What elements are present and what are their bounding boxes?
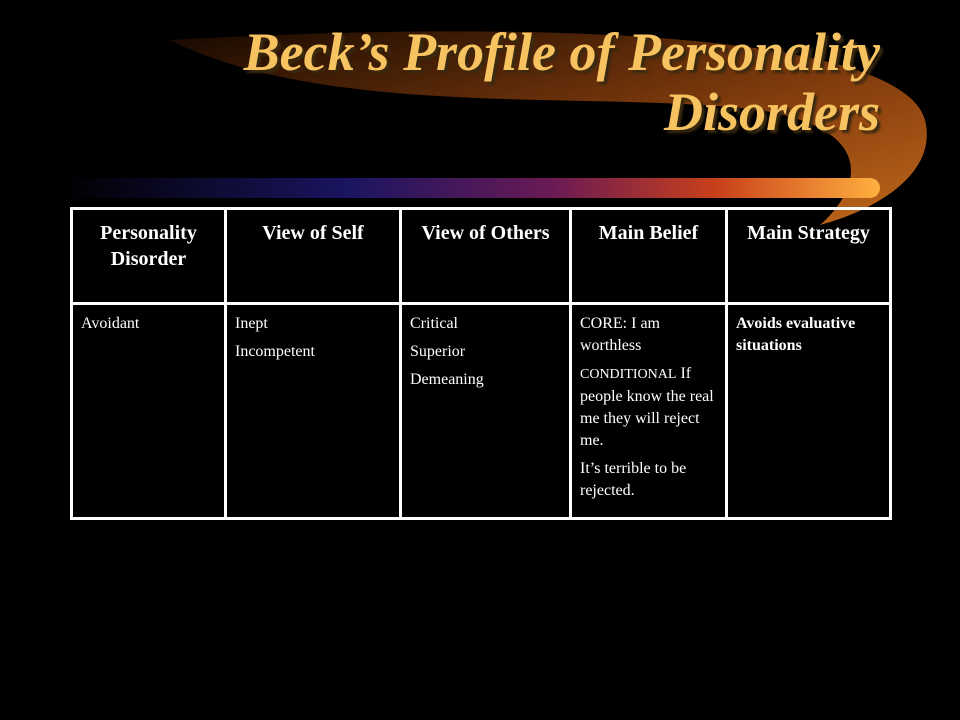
main-strategy-text: Avoids evaluative situations xyxy=(736,315,856,354)
view-of-self-item: Inept xyxy=(235,315,268,332)
title-line-1: Beck’s Profile of Personality xyxy=(243,22,880,82)
header-personality-disorder: Personality Disorder xyxy=(72,209,226,304)
cell-view-of-others xyxy=(401,304,571,519)
belief-conditional xyxy=(580,363,717,452)
title-line-2: Disorders xyxy=(663,82,880,142)
view-of-self-item: Incompetent xyxy=(235,343,315,360)
belief-conditional-text: If people know the real me they will reject me. xyxy=(580,365,714,449)
personality-profile-table xyxy=(70,207,892,520)
header-main-belief: Main Belief xyxy=(571,209,727,304)
table-header-row xyxy=(72,209,891,304)
cell-main-strategy xyxy=(727,304,891,519)
belief-core: CORE: I am worthless xyxy=(580,315,660,354)
header-view-of-others: View of Others xyxy=(401,209,571,304)
header-view-of-self: View of Self xyxy=(226,209,401,304)
slide-title xyxy=(120,22,880,142)
header-main-strategy: Main Strategy xyxy=(727,209,891,304)
view-of-others-item: Superior xyxy=(410,343,466,360)
table-row xyxy=(72,304,891,519)
view-of-others-item: Critical xyxy=(410,315,458,332)
belief-conditional-label: CONDITIONAL xyxy=(580,367,677,382)
belief-extra: It’s terrible to be rejected. xyxy=(580,460,687,499)
view-of-others-item: Demeaning xyxy=(410,371,484,388)
disorder-name: Avoidant xyxy=(81,315,140,332)
cell-disorder xyxy=(72,304,226,519)
cell-view-of-self xyxy=(226,304,401,519)
cell-main-belief xyxy=(571,304,727,519)
